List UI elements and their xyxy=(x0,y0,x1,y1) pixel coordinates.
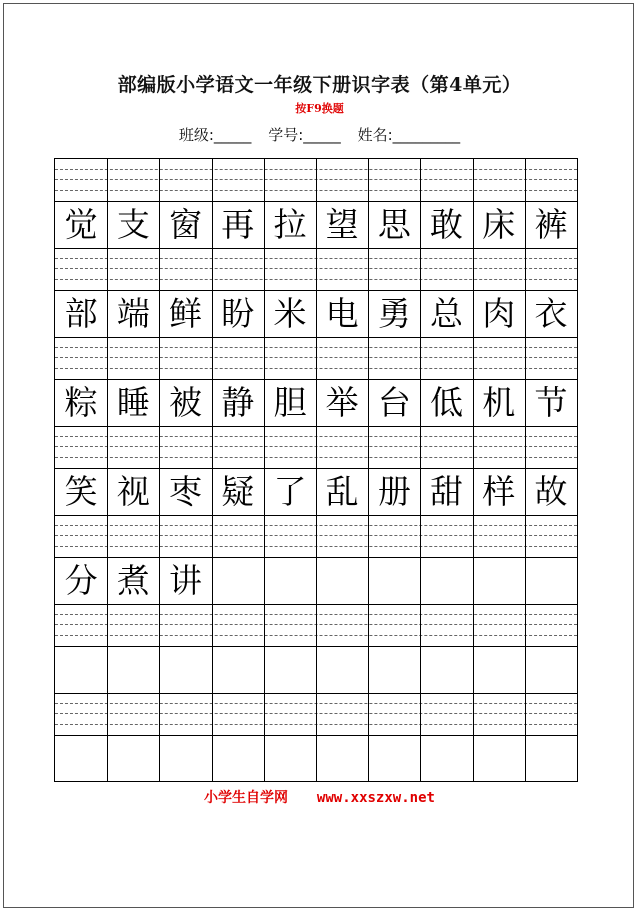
pinyin-writing-band xyxy=(55,604,577,647)
student-name-field[interactable]: 姓名:_________ xyxy=(357,126,461,144)
character-cell: 衣 xyxy=(534,294,568,333)
character-cell xyxy=(264,735,316,782)
student-number-field[interactable]: 学号:_____ xyxy=(268,126,341,144)
character-cell xyxy=(368,735,420,782)
character-cell: 故 xyxy=(534,472,568,511)
column-divider xyxy=(368,248,369,290)
character-cell: 盼 xyxy=(221,294,255,333)
pinyin-writing-band xyxy=(55,159,577,202)
column-divider xyxy=(368,693,369,735)
pinyin-writing-band xyxy=(55,693,577,736)
character-cell xyxy=(212,646,264,693)
character-cell xyxy=(159,735,211,782)
character-cell: 鲜 xyxy=(169,294,203,333)
column-divider xyxy=(264,604,265,646)
character-cell: 拉 xyxy=(273,205,307,244)
character-cell: 低 xyxy=(430,383,464,422)
character-cell: 部 xyxy=(64,294,98,333)
character-cell xyxy=(473,557,525,604)
column-divider xyxy=(525,337,526,379)
column-divider xyxy=(107,159,108,201)
column-divider xyxy=(473,426,474,468)
column-divider xyxy=(525,248,526,290)
grid-block xyxy=(55,604,577,693)
site-url-link[interactable]: www.xxszxw.net xyxy=(316,790,435,806)
column-divider xyxy=(525,693,526,735)
character-cell: 胆 xyxy=(273,383,307,422)
student-info-row xyxy=(0,124,639,145)
character-cell: 端 xyxy=(116,294,150,333)
column-divider xyxy=(107,426,108,468)
character-cell: 笑 xyxy=(64,472,98,511)
column-divider xyxy=(420,159,421,201)
column-divider xyxy=(159,248,160,290)
column-divider xyxy=(316,248,317,290)
character-cell: 分 xyxy=(64,561,98,600)
character-cell: 节 xyxy=(534,383,568,422)
character-row xyxy=(55,735,577,782)
character-cell xyxy=(55,735,107,782)
character-cell: 枣 xyxy=(169,472,203,511)
character-cell: 被 xyxy=(169,383,203,422)
character-cell xyxy=(55,646,107,693)
grid-block xyxy=(55,159,577,248)
column-divider xyxy=(212,604,213,646)
character-cell xyxy=(264,557,316,604)
column-divider xyxy=(473,337,474,379)
character-cell xyxy=(525,735,577,782)
character-cell: 讲 xyxy=(169,561,203,600)
character-cell: 样 xyxy=(482,472,516,511)
character-cell: 粽 xyxy=(64,383,98,422)
character-cell: 床 xyxy=(482,205,516,244)
column-divider xyxy=(473,604,474,646)
column-divider xyxy=(525,159,526,201)
character-cell xyxy=(107,735,159,782)
refresh-hint: 按F9换题 xyxy=(295,102,344,115)
character-cell xyxy=(473,646,525,693)
column-divider xyxy=(420,426,421,468)
character-cell: 电 xyxy=(325,294,359,333)
grid-block xyxy=(55,515,577,604)
character-cell xyxy=(212,735,264,782)
site-name: 小学生自学网 xyxy=(204,790,289,806)
character-cell: 了 xyxy=(273,472,307,511)
column-divider xyxy=(107,604,108,646)
column-divider xyxy=(420,337,421,379)
character-cell: 视 xyxy=(116,472,150,511)
character-row xyxy=(55,379,577,427)
character-cell xyxy=(525,557,577,604)
character-cell xyxy=(525,646,577,693)
column-divider xyxy=(107,693,108,735)
column-divider xyxy=(316,159,317,201)
character-cell: 静 xyxy=(221,383,255,422)
column-divider xyxy=(420,604,421,646)
column-divider xyxy=(159,426,160,468)
column-divider xyxy=(420,248,421,290)
column-divider xyxy=(212,693,213,735)
column-divider xyxy=(212,515,213,557)
character-cell xyxy=(159,646,211,693)
column-divider xyxy=(316,604,317,646)
column-divider xyxy=(525,426,526,468)
character-cell: 机 xyxy=(482,383,516,422)
column-divider xyxy=(159,337,160,379)
pinyin-writing-band xyxy=(55,248,577,291)
character-row xyxy=(55,468,577,516)
column-divider xyxy=(212,159,213,201)
column-divider xyxy=(212,248,213,290)
column-divider xyxy=(316,515,317,557)
site-footer xyxy=(0,787,639,807)
character-row xyxy=(55,290,577,338)
pinyin-writing-band xyxy=(55,426,577,469)
column-divider xyxy=(368,426,369,468)
character-cell: 觉 xyxy=(64,205,98,244)
character-cell: 煮 xyxy=(116,561,150,600)
character-row xyxy=(55,201,577,249)
page-title: 部编版小学语文一年级下册识字表（第4单元） xyxy=(117,74,522,96)
column-divider xyxy=(264,693,265,735)
class-field[interactable]: 班级:_____ xyxy=(178,126,252,144)
character-cell: 敢 xyxy=(430,205,464,244)
column-divider xyxy=(473,515,474,557)
character-cell: 裤 xyxy=(534,205,568,244)
column-divider xyxy=(473,248,474,290)
column-divider xyxy=(368,337,369,379)
column-divider xyxy=(368,159,369,201)
character-cell xyxy=(212,557,264,604)
column-divider xyxy=(212,426,213,468)
character-cell xyxy=(473,735,525,782)
column-divider xyxy=(420,515,421,557)
column-divider xyxy=(316,426,317,468)
grid-block xyxy=(55,248,577,337)
grid-block xyxy=(55,426,577,515)
character-row xyxy=(55,646,577,694)
pinyin-writing-band xyxy=(55,337,577,380)
character-cell xyxy=(316,557,368,604)
column-divider xyxy=(159,693,160,735)
character-cell xyxy=(368,557,420,604)
column-divider xyxy=(525,515,526,557)
column-divider xyxy=(107,248,108,290)
character-cell: 勇 xyxy=(377,294,411,333)
grid-block xyxy=(55,693,577,782)
column-divider xyxy=(264,159,265,201)
character-cell: 乱 xyxy=(325,472,359,511)
character-cell xyxy=(368,646,420,693)
column-divider xyxy=(159,604,160,646)
column-divider xyxy=(212,337,213,379)
character-cell: 疑 xyxy=(221,472,255,511)
column-divider xyxy=(107,337,108,379)
character-cell: 再 xyxy=(221,205,255,244)
character-grid xyxy=(54,158,578,782)
character-row xyxy=(55,557,577,605)
column-divider xyxy=(264,248,265,290)
pinyin-writing-band xyxy=(55,515,577,558)
column-divider xyxy=(525,604,526,646)
column-divider xyxy=(264,337,265,379)
character-cell xyxy=(420,646,472,693)
column-divider xyxy=(159,159,160,201)
character-cell xyxy=(316,646,368,693)
character-cell xyxy=(420,557,472,604)
character-cell: 思 xyxy=(377,205,411,244)
column-divider xyxy=(473,693,474,735)
character-cell: 总 xyxy=(430,294,464,333)
character-cell: 举 xyxy=(325,383,359,422)
character-cell xyxy=(107,646,159,693)
character-cell: 望 xyxy=(325,205,359,244)
character-cell: 肉 xyxy=(482,294,516,333)
column-divider xyxy=(473,159,474,201)
character-cell: 米 xyxy=(273,294,307,333)
column-divider xyxy=(368,604,369,646)
column-divider xyxy=(316,337,317,379)
column-divider xyxy=(159,515,160,557)
character-cell: 台 xyxy=(377,383,411,422)
character-cell xyxy=(264,646,316,693)
character-cell: 睡 xyxy=(116,383,150,422)
character-cell xyxy=(420,735,472,782)
character-cell xyxy=(316,735,368,782)
character-cell: 支 xyxy=(116,205,150,244)
column-divider xyxy=(264,426,265,468)
character-cell: 窗 xyxy=(169,205,203,244)
column-divider xyxy=(420,693,421,735)
character-cell: 甜 xyxy=(430,472,464,511)
column-divider xyxy=(107,515,108,557)
column-divider xyxy=(264,515,265,557)
grid-block xyxy=(55,337,577,426)
column-divider xyxy=(316,693,317,735)
character-cell: 册 xyxy=(377,472,411,511)
column-divider xyxy=(368,515,369,557)
